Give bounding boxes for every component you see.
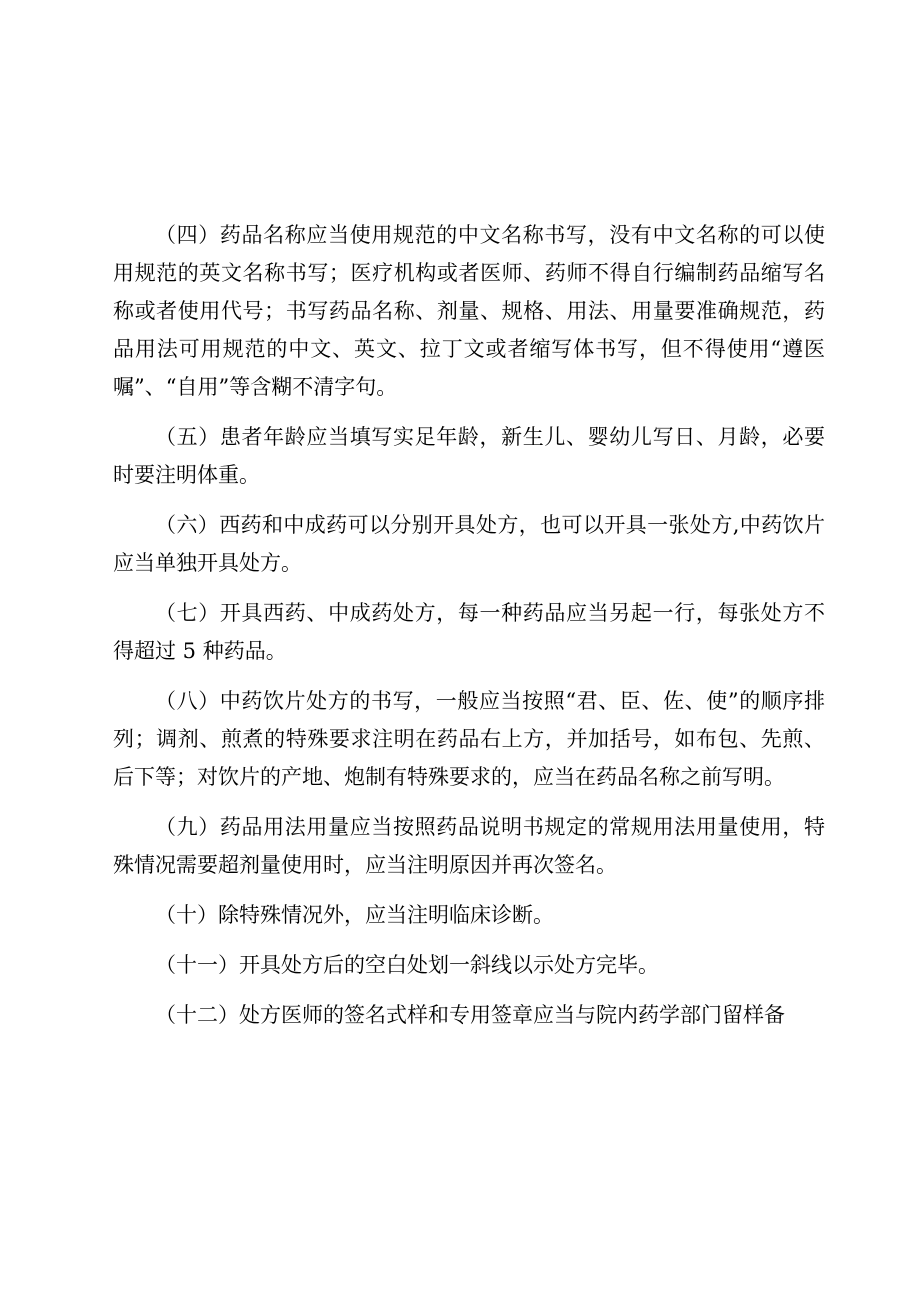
paragraph-item-7: （七）开具西药、中成药处方，每一种药品应当另起一行，每张处方不得超过 5 种药品。 — [113, 601, 825, 663]
paragraph-item-4: （四）药品名称应当使用规范的中文名称书写，没有中文名称的可以使用规范的英文名称书写；医疗机构或者医师、药师不得自行编制药品缩写名称或者使用代号；书写药品名称、剂量、规格、用法、用量要准确规范，药品用法可用规范的中文、英文、拉丁文或者缩写体书写，但不得使用“遵医嘱”、“自用”等含糊不清字句。 — [113, 223, 825, 399]
paragraph-item-11: （十一）开具处方后的空白处划一斜线以示处方完毕。 — [155, 953, 659, 977]
paragraph-item-6: （六）西药和中成药可以分别开具处方，也可以开具一张处方,中药饮片应当单独开具处方。 — [113, 513, 825, 575]
paragraph-item-8: （八）中药饮片处方的书写，一般应当按照“君、臣、佐、使”的顺序排列；调剂、煎煮的特殊要求注明在药品右上方，并加括号，如布包、先煎、后下等；对饮片的产地、炮制有特殊要求的，应当在药品名称之前写明。 — [113, 689, 825, 789]
paragraph-item-9: （九）药品用法用量应当按照药品说明书规定的常规用法用量使用，特殊情况需要超剂量使用时，应当注明原因并再次签名。 — [113, 815, 825, 877]
paragraph-item-12: （十二）处方医师的签名式样和专用签章应当与院内药学部门留样备 — [155, 1003, 785, 1027]
paragraph-item-10: （十）除特殊情况外，应当注明临床诊断。 — [155, 903, 554, 927]
document-body — [113, 216, 825, 1046]
paragraph-item-5: （五）患者年龄应当填写实足年龄，新生儿、婴幼儿写日、月龄，必要时要注明体重。 — [113, 425, 825, 487]
